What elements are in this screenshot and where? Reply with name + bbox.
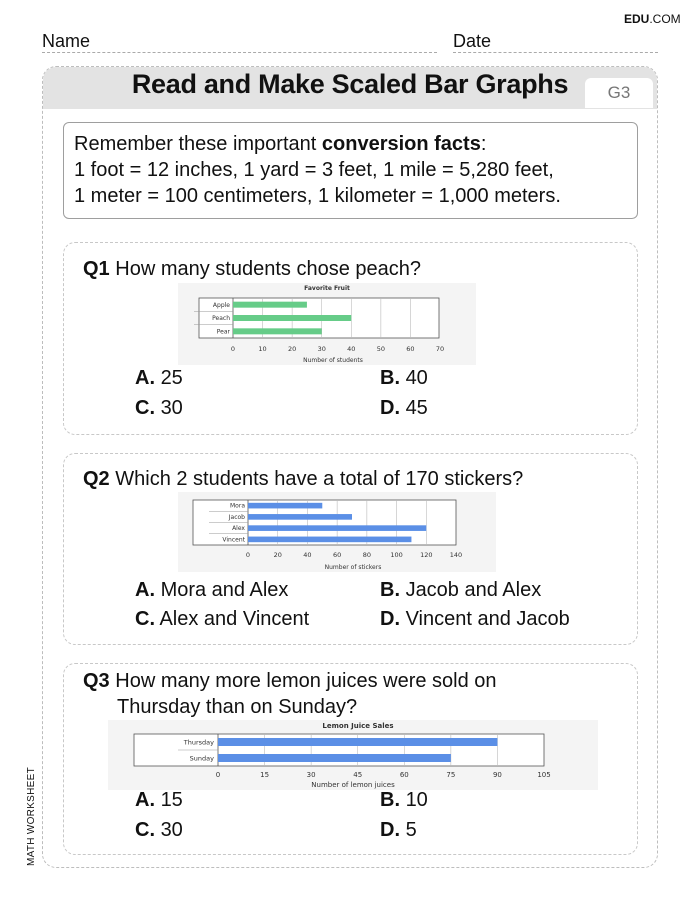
chart-1-category-label: Apple [212,301,230,309]
q1-choice-c-text: 30 [160,397,183,419]
chart-3-bar-sunday [218,754,451,762]
q2-choice-a-letter: A. [135,579,155,601]
question-1-number: Q1 [83,258,110,280]
chart-1-tick-label: 60 [406,345,415,353]
q3-choice-c-text: 30 [160,819,183,841]
chart-3-tick-label: 60 [399,771,409,779]
chart-1-tick-label: 30 [317,345,326,353]
chart-3-bar-thursday [218,738,497,746]
q2-choice-d-text: Vincent and Jacob [405,608,570,630]
chart-1-category-label: Pear [216,328,230,336]
chart-3-tick-label: 0 [215,771,221,779]
q1-choice-a[interactable] [135,367,183,390]
question-2 [83,468,523,491]
chart-2-tick-label: 120 [420,551,433,559]
chart-1-bar-pear [233,328,322,334]
math-worksheet-side-label: MATH WORKSHEET [26,766,37,866]
chart-3-category-label: Thursday [183,738,214,747]
chart-2-tick-label: 100 [390,551,403,559]
facts-line-2: 1 foot = 12 inches, 1 yard = 3 feet, 1 mile = 5,280 feet, [74,159,554,181]
question-3-text-2: Thursday than on Sunday? [117,696,358,718]
q2-choice-c-letter: C. [135,608,155,630]
chart-2-tick-label: 80 [362,551,371,559]
chart-1-tick-label: 0 [230,345,236,353]
facts-intro: Remember these important [74,133,322,155]
grade-badge: G3 [585,78,653,108]
chart-3-tick-label: 105 [537,771,551,779]
q2-choice-c-text: Alex and Vincent [159,608,310,630]
question-3-text-1: How many more lemon juices were sold on [115,670,497,692]
q2-choice-c[interactable] [135,608,309,631]
question-1 [83,258,421,281]
chart-2-bar-vincent [248,537,411,543]
q2-choice-b[interactable] [380,579,541,602]
q3-choice-a-letter: A. [135,789,155,811]
q3-choice-b-text: 10 [405,789,428,811]
q2-choice-d[interactable] [380,608,570,631]
q1-choice-a-letter: A. [135,367,155,389]
q2-choice-a[interactable] [135,579,288,602]
q3-choice-b-letter: B. [380,789,400,811]
chart-1-tick-label: 70 [435,345,445,353]
brand-name: EDU [624,12,650,26]
date-label: Date [453,31,492,51]
q3-choice-b[interactable] [380,789,428,812]
chart-2-bar-jacob [248,514,352,520]
chart-2-category-label: Alex [232,525,245,533]
question-3-line-1 [83,668,497,694]
q3-choice-d-letter: D. [380,819,400,841]
question-3-number: Q3 [83,670,110,692]
q1-choice-d-letter: D. [380,397,400,419]
chart-2-bar-mora [248,503,322,509]
chart-3-x-label: Number of lemon juices [311,781,395,789]
chart-1-tick-label: 50 [376,345,385,353]
q1-choice-d[interactable] [380,397,428,420]
q1-choice-c[interactable] [135,397,183,420]
chart-2-category-label: Jacob [228,513,245,521]
q1-choice-d-text: 45 [405,397,428,419]
chart-3-tick-label: 45 [353,771,363,779]
q3-choice-d-text: 5 [405,819,417,841]
brand-suffix: .COM [649,12,681,26]
chart-2-category-label: Vincent [222,536,245,544]
q3-choice-c-letter: C. [135,819,155,841]
chart-1-bar-peach [233,315,351,321]
conversion-facts-box [63,122,638,219]
question-2-text: Which 2 students have a total of 170 stickers? [115,468,524,490]
page-title: Read and Make Scaled Bar Graphs [131,69,569,99]
chart-2-tick-label: 20 [273,551,282,559]
q1-choice-c-letter: C. [135,397,155,419]
facts-colon: : [480,133,487,155]
facts-bold: conversion facts [321,133,481,155]
chart-1-category-label: Peach [212,315,230,323]
chart-2-tick-label: 0 [245,551,251,559]
stickers-chart [178,492,496,572]
chart-3-title: Lemon Juice Sales [322,722,394,730]
q1-choice-b-letter: B. [380,367,400,389]
q1-choice-b-text: 40 [405,367,428,389]
q3-choice-c[interactable] [135,819,183,842]
date-field[interactable] [453,52,658,53]
chart-1-tick-label: 10 [258,345,267,353]
chart-3-tick-label: 90 [492,771,502,779]
favorite-fruit-chart [178,283,476,365]
chart-1-bar-apple [233,302,307,308]
chart-2-tick-label: 40 [303,551,312,559]
chart-2-bar-alex [248,525,426,531]
name-label: Name [42,31,91,51]
chart-2-tick-label: 140 [449,551,463,559]
chart-2-tick-label: 60 [333,551,342,559]
chart-2-x-label: Number of stickers [324,564,382,571]
question-3 [83,668,497,720]
chart-3-tick-label: 75 [446,771,456,779]
chart-1-title: Favorite Fruit [304,285,350,292]
facts-line-1 [74,131,637,157]
chart-3-category-label: Sunday [189,754,214,763]
chart-2-category-label: Mora [230,502,245,510]
q1-choice-b[interactable] [380,367,428,390]
facts-line-3: 1 meter = 100 centimeters, 1 kilometer = 1,000 meters. [74,185,561,207]
lemon-juice-chart [108,720,598,790]
q2-choice-d-letter: D. [380,608,400,630]
chart-3-tick-label: 30 [306,771,316,779]
name-field[interactable] [42,52,437,53]
edu-logo [624,12,681,26]
chart-3-tick-label: 15 [260,771,270,779]
q2-choice-b-text: Jacob and Alex [405,579,542,601]
question-1-text: How many students chose peach? [115,258,421,280]
chart-1-x-label: Number of students [303,357,363,364]
q3-choice-a[interactable] [135,789,183,812]
chart-1-tick-label: 20 [288,345,297,353]
q1-choice-a-text: 25 [160,367,183,389]
q2-choice-b-letter: B. [380,579,400,601]
chart-1-tick-label: 40 [347,345,356,353]
q2-choice-a-text: Mora and Alex [160,579,289,601]
q3-choice-d[interactable] [380,819,417,842]
question-2-number: Q2 [83,468,110,490]
q3-choice-a-text: 15 [160,789,183,811]
